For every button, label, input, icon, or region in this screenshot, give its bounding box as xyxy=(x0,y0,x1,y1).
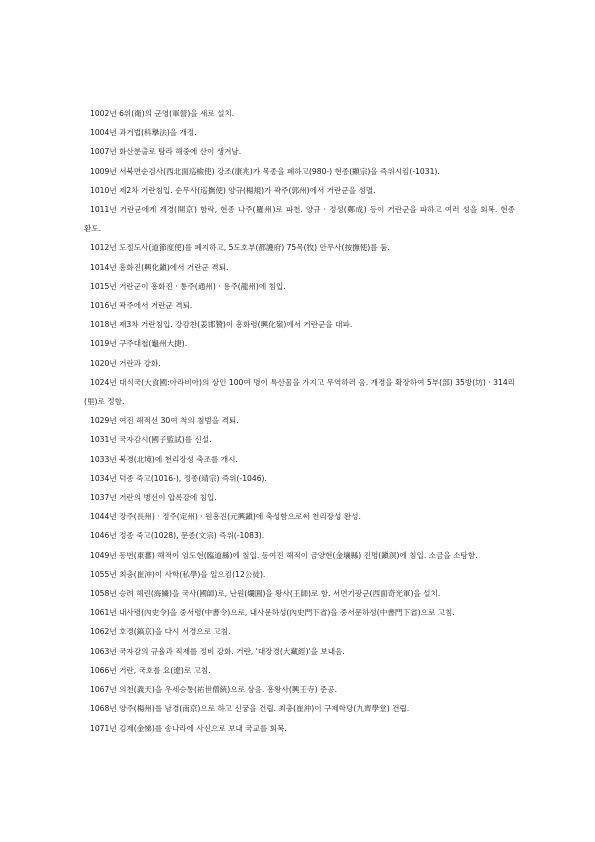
chronology-entry: 1033년 북경(北境)에 천리장성 축조를 개시. xyxy=(90,454,238,464)
chronology-entry: 1031년 국자감시(國子監試)를 신설. xyxy=(90,435,212,445)
chronology-entry: 1014년 흥화진(興化鎭)에서 거란군 격퇴. xyxy=(90,262,229,272)
chronology-entry: 1016년 곽주에서 거란군 격퇴. xyxy=(90,301,193,311)
chronology-entry: 1020년 거란과 강화. xyxy=(90,358,161,368)
chronology-entry: 1034년 덕종 죽고(1016-), 정종(靖宗) 즉위(-1046). xyxy=(90,473,267,483)
chronology-entry: 1011년 거란군에게 개경(開京) 함락, 현종 나주(羅州)로 파천. 양규 · 정성(鄭成) 등이 거란군을 파하고 여러 성을 회복. 현종 환도. xyxy=(84,205,515,234)
chronology-entry: 1019년 구주대첩(龜州大捷). xyxy=(90,339,188,349)
chronology-entry: 1002년 6위(衛)의 군영(軍營)을 새로 설치. xyxy=(90,109,235,118)
chronology-entry: 1012년 도절도사(道節度使)를 폐지하고, 5도호부(都護府) 75목(牧) 안무사(按撫使)를 둠. xyxy=(90,243,390,253)
chronology-entry: 1004년 과거법(科擧法)을 개정. xyxy=(90,128,197,138)
chronology-entry: 1049년 동번(東蕃) 해적이 임도현(臨道縣)에 침입. 동여진 해적이 금양현(金壤縣) 진명(鎭溟)에 침입. 소금을 소탕함. xyxy=(90,550,478,560)
chronology-entry: 1068년 양주(楊州)를 남경(南京)으로 하고 신궁을 건립. 최충(崔沖)이 구제학당(九齊學堂) 건립. xyxy=(90,704,410,714)
chronology-entry: 1015년 거란군이 흥화진 · 통주(通州) · 용주(龍州)에 침입. xyxy=(90,281,286,291)
chronology-entry: 1058년 승려 해린(海鱗)을 국사(國師)로, 난원(爛圓)을 왕사(王師)로 함. 서면기광군(西面奇光軍)을 설치. xyxy=(90,589,441,599)
chronology-entry: 1029년 여진 해적선 30여 척의 침범을 격퇴. xyxy=(90,416,239,426)
chronology-list xyxy=(84,104,515,738)
chronology-entry: 1044년 장주(長州) · 정주(定州) · 원흥진(元興鎭)에 축성함으로써 천리장성 완성. xyxy=(90,512,361,522)
chronology-entry: 1062년 호경(鎬京)을 다시 서경으로 고침. xyxy=(90,627,231,637)
chronology-entry: 1009년 서북면순검사(西北面巡檢使) 강조(康兆)가 목종을 폐하고(980-) 현종(顯宗)을 즉위시킴(-1031). xyxy=(90,166,440,176)
chronology-entry: 1010년 제2차 거란침입. 순무사(巡撫使) 양규(楊規)가 곽주(郭州)에서 거란군을 섬멸. xyxy=(90,185,376,195)
chronology-entry: 1037년 거란의 병선이 압록강에 침입. xyxy=(90,493,217,503)
chronology-entry: 1066년 거란, 국호를 요(遼)로 고침. xyxy=(90,665,211,675)
chronology-entry: 1007년 화산분출로 탐라 해중에 산이 생겨남. xyxy=(90,147,242,157)
chronology-entry: 1071년 김제(金悌)를 송나라에 사신으로 보내 국교를 회복. xyxy=(90,723,287,733)
chronology-entry: 1018년 제3차 거란침입. 강감찬(姜邯贊)이 흥화령(興化嶺)에서 거란군을 대파. xyxy=(90,320,353,330)
chronology-entry: 1024년 대식국(大食國:아라비아)의 상인 100여 명이 특산물을 가지고 무역하러 옴. 개경을 확장하여 5부(部) 35방(坊) · 314리(里)로 정함. xyxy=(84,377,515,407)
chronology-entry: 1046년 정종 죽고(1028), 문종(文宗) 즉위(-1083). xyxy=(90,531,265,541)
chronology-entry: 1067년 의천(義天)을 우세승통(祐世僧統)으로 삼음. 흥왕사(興王寺) 준공. xyxy=(90,685,338,695)
chronology-entry: 1063년 국자감의 규율과 직제를 정비 강화. 거란, '대장경(大藏經)'을 보내옴. xyxy=(90,646,345,656)
chronology-entry: 1061년 내사령(內史令)을 중서령(中書令)으로, 내사문하성(內史門下省)을 중서문하성(中書門下省)으로 고침. xyxy=(90,608,455,618)
chronology-entry: 1055년 최충(崔沖)이 사학(私學)을 일으킴(12公徒). xyxy=(90,569,266,579)
